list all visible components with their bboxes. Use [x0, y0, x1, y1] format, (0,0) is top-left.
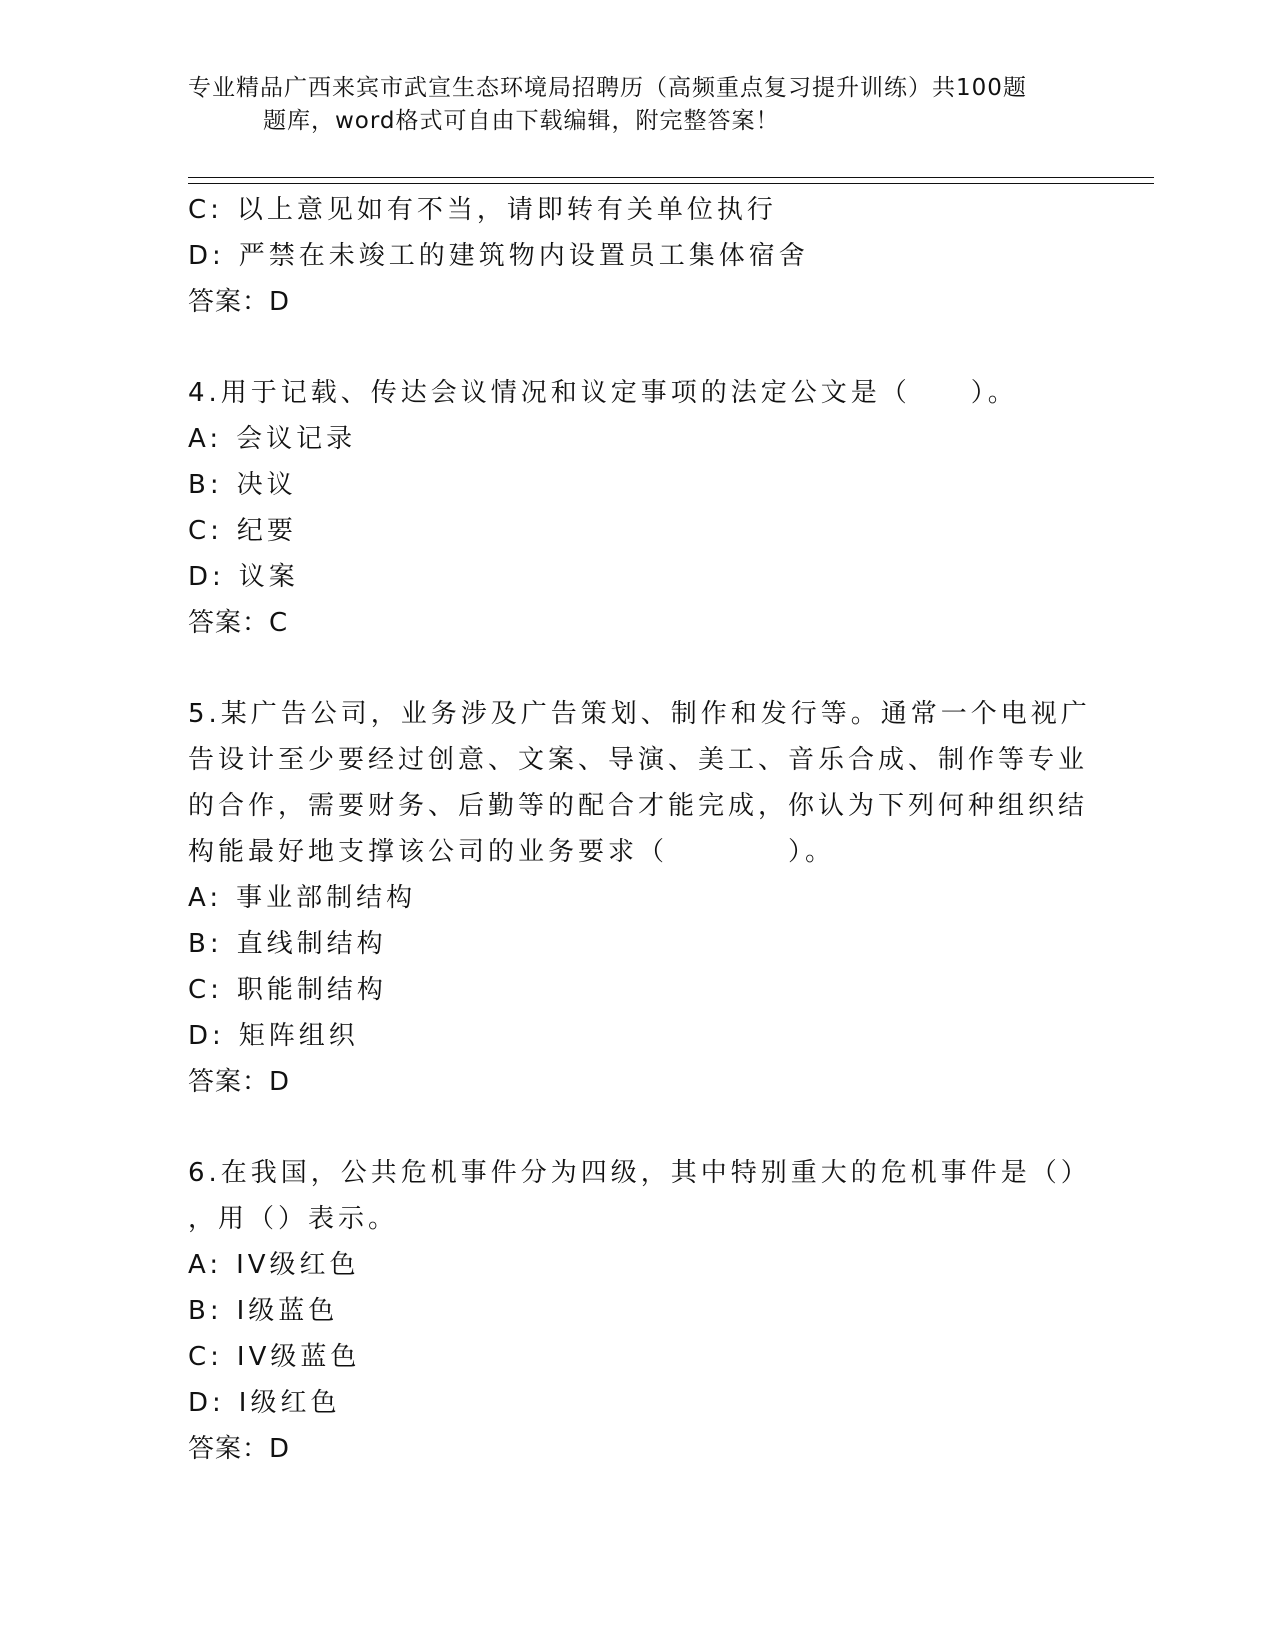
option-text: 会议记录	[236, 424, 357, 454]
header-divider-bottom	[188, 183, 1154, 184]
option-key: C:	[188, 1342, 223, 1372]
option-key: D:	[188, 562, 225, 592]
option-a	[188, 875, 1068, 921]
question-stem	[188, 370, 1068, 416]
document-header	[188, 72, 1068, 138]
stem-line: 4.用于记载、传达会议情况和议定事项的法定公文是（ ）。	[188, 378, 1018, 408]
option-text: 直线制结构	[236, 929, 387, 959]
answer-line: 答案：C	[188, 608, 289, 638]
option-text: 职能制结构	[236, 975, 387, 1005]
answer-line: 答案：D	[188, 287, 291, 317]
option-text: 事业部制结构	[236, 883, 417, 913]
spacer	[188, 1105, 1068, 1150]
header-divider-top	[188, 177, 1154, 178]
option-key: C:	[188, 516, 223, 546]
option-text: I级红色	[238, 1388, 341, 1418]
stem-line: 5.某广告公司，业务涉及广告策划、制作和发行等。通常一个电视广	[188, 699, 1091, 729]
option-c	[188, 508, 1068, 554]
option-key: B:	[188, 929, 223, 959]
question-content	[188, 187, 1091, 1472]
option-text: 矩阵组织	[238, 1021, 359, 1051]
stem-line: 的合作，需要财务、后勤等的配合才能完成，你认为下列何种组织结	[188, 791, 1089, 821]
option-b	[188, 462, 1068, 508]
option-d	[188, 1380, 1068, 1426]
option-key: D:	[188, 241, 225, 271]
option-key: C:	[188, 975, 223, 1005]
spacer	[188, 325, 1068, 370]
option-b	[188, 921, 1068, 967]
option-key: D:	[188, 1021, 225, 1051]
spacer	[188, 646, 1068, 691]
option-key: A:	[188, 1250, 223, 1280]
option-d	[188, 1013, 1068, 1059]
option-key: B:	[188, 470, 223, 500]
header-title-line-1: 专业精品广西来宾市武宣生态环境局招聘历（高频重点复习提升训练）共100题	[188, 75, 1027, 101]
option-a	[188, 1242, 1068, 1288]
question-stem	[188, 691, 1091, 875]
option-text: 决议	[236, 470, 297, 500]
stem-line: 告设计至少要经过创意、文案、导演、美工、音乐合成、制作等专业	[188, 745, 1089, 775]
option-key: A:	[188, 424, 223, 454]
option-c	[188, 1334, 1068, 1380]
option-text: 议案	[238, 562, 299, 592]
option-text: I级蓝色	[236, 1296, 339, 1326]
question-6	[188, 1150, 1091, 1472]
stem-line: 6.在我国，公共危机事件分为四级，其中特别重大的危机事件是（）	[188, 1158, 1091, 1188]
option-text: IV级蓝色	[236, 1342, 361, 1372]
stem-line: 构能最好地支撑该公司的业务要求（ ）。	[188, 837, 836, 867]
option-text: IV级红色	[236, 1250, 360, 1280]
option-c	[188, 187, 1068, 233]
option-c	[188, 967, 1068, 1013]
option-a	[188, 416, 1068, 462]
option-key: A:	[188, 883, 223, 913]
option-b	[188, 1288, 1068, 1334]
answer-line: 答案：D	[188, 1434, 291, 1464]
option-key: C:	[188, 195, 223, 225]
question-4	[188, 370, 1068, 646]
option-text: 严禁在未竣工的建筑物内设置员工集体宿舍	[238, 241, 809, 271]
option-text: 纪要	[236, 516, 297, 546]
option-key: B:	[188, 1296, 223, 1326]
option-key: D:	[188, 1388, 225, 1418]
answer-line: 答案：D	[188, 1067, 291, 1097]
option-text: 以上意见如有不当，请即转有关单位执行	[236, 195, 777, 225]
option-d	[188, 233, 1068, 279]
question-stem	[188, 1150, 1091, 1242]
option-d	[188, 554, 1068, 600]
header-title-line-2: 题库，word格式可自由下载编辑，附完整答案！	[263, 108, 780, 134]
stem-line: ，用（）表示。	[188, 1204, 399, 1234]
question-5	[188, 691, 1091, 1105]
question-3-carryover	[188, 187, 1068, 325]
